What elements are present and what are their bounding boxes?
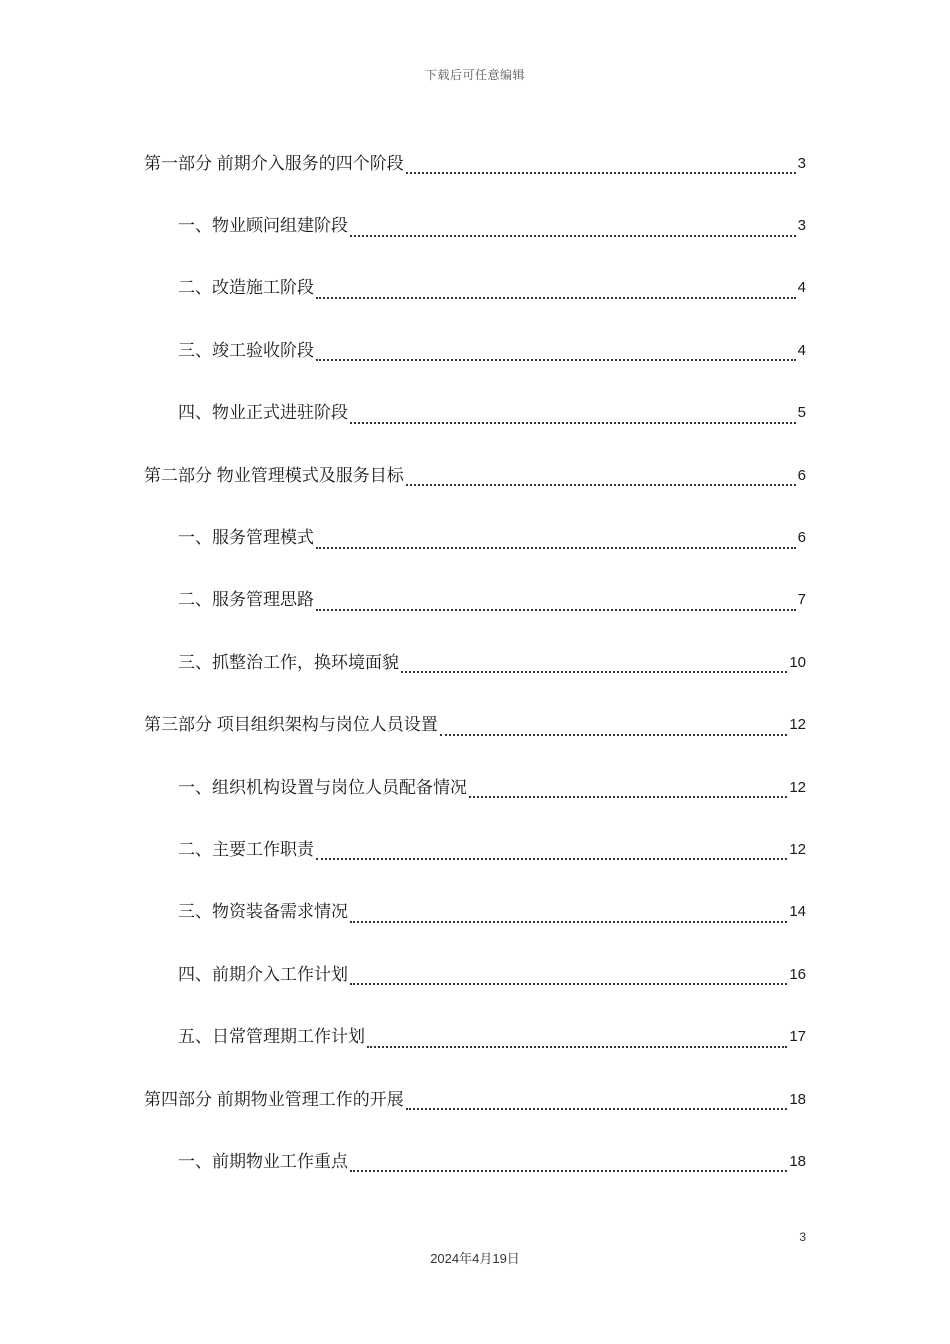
toc-dot-leader [316,343,796,361]
toc-entry-page: 4 [797,279,806,297]
toc-entry-title: 二、服务管理思路 [178,590,314,610]
toc-entry-title: 四、前期介入工作计划 [178,964,348,984]
toc-entry-page: 17 [789,1028,806,1046]
toc-dot-leader [406,1092,788,1110]
toc-entry-page: 14 [789,903,806,921]
toc-dot-leader [406,156,796,174]
toc-entry[interactable] [144,943,806,1005]
toc-dot-leader [316,281,796,299]
toc-entry[interactable] [144,1068,806,1130]
toc-entry-title: 三、物资装备需求情况 [178,902,348,922]
toc-entry-title: 一、物业顾问组建阶段 [178,216,348,236]
toc-entry-page: 12 [789,778,806,796]
toc-entry[interactable] [144,569,806,631]
toc-entry[interactable] [144,881,806,943]
toc-dot-leader [316,593,796,611]
toc-entry-page: 18 [789,1090,806,1108]
toc-entry-page: 12 [789,840,806,858]
toc-entry-title: 第一部分 前期介入服务的四个阶段 [144,153,404,173]
toc-entry-title: 一、服务管理模式 [178,528,314,548]
toc-entry[interactable] [144,257,806,319]
toc-entry-title: 第二部分 物业管理模式及服务目标 [144,465,404,485]
toc-dot-leader [469,780,787,798]
toc-entry-title: 一、组织机构设置与岗位人员配备情况 [178,777,467,797]
toc-entry[interactable] [144,132,806,194]
toc-entry-title: 三、抓整治工作，换环境面貌 [178,652,399,672]
toc-entry[interactable] [144,694,806,756]
footer-date: 2024年4月19日 [430,1251,520,1266]
toc-entry-page: 4 [797,341,806,359]
toc-entry-page: 12 [789,716,806,734]
toc-entry-page: 10 [789,653,806,671]
toc-entry-title: 二、主要工作职责 [178,839,314,859]
toc-entry-title: 第三部分 项目组织架构与岗位人员设置 [144,715,438,735]
toc-entry-title: 三、竣工验收阶段 [178,340,314,360]
header-note: 下载后可任意编辑 [424,68,525,82]
toc-dot-leader [350,406,796,424]
toc-dot-leader [367,1030,787,1048]
toc-entry[interactable] [144,1130,806,1192]
toc-entry[interactable] [144,194,806,256]
toc-entry-title: 四、物业正式进驻阶段 [178,403,348,423]
toc-entry[interactable] [144,319,806,381]
toc-dot-leader [350,219,796,237]
toc-dot-leader [350,967,787,985]
toc-dot-leader [350,905,787,923]
toc-dot-leader [316,531,796,549]
toc-entry[interactable] [144,444,806,506]
toc-entry-page: 16 [789,965,806,983]
toc-entry-page: 6 [797,466,806,484]
toc-dot-leader [401,655,787,673]
toc-entry-page: 5 [797,404,806,422]
toc-entry-title: 第四部分 前期物业管理工作的开展 [144,1089,404,1109]
toc-dot-leader [406,468,796,486]
toc-dot-leader [440,718,788,736]
toc-entry[interactable] [144,382,806,444]
toc-dot-leader [316,842,787,860]
toc-entry-title: 五、日常管理期工作计划 [178,1027,365,1047]
toc-entry-title: 一、前期物业工作重点 [178,1151,348,1171]
table-of-contents [144,132,806,1193]
toc-entry-page: 7 [797,591,806,609]
page-number: 3 [799,1230,806,1244]
toc-entry[interactable] [144,1005,806,1067]
toc-dot-leader [350,1154,787,1172]
toc-entry-title: 二、改造施工阶段 [178,278,314,298]
toc-entry-page: 3 [797,154,806,172]
toc-entry-page: 18 [789,1152,806,1170]
toc-entry[interactable] [144,631,806,693]
toc-entry[interactable] [144,818,806,880]
toc-entry[interactable] [144,506,806,568]
toc-entry-page: 6 [797,529,806,547]
toc-entry-page: 3 [797,217,806,235]
toc-entry[interactable] [144,756,806,818]
